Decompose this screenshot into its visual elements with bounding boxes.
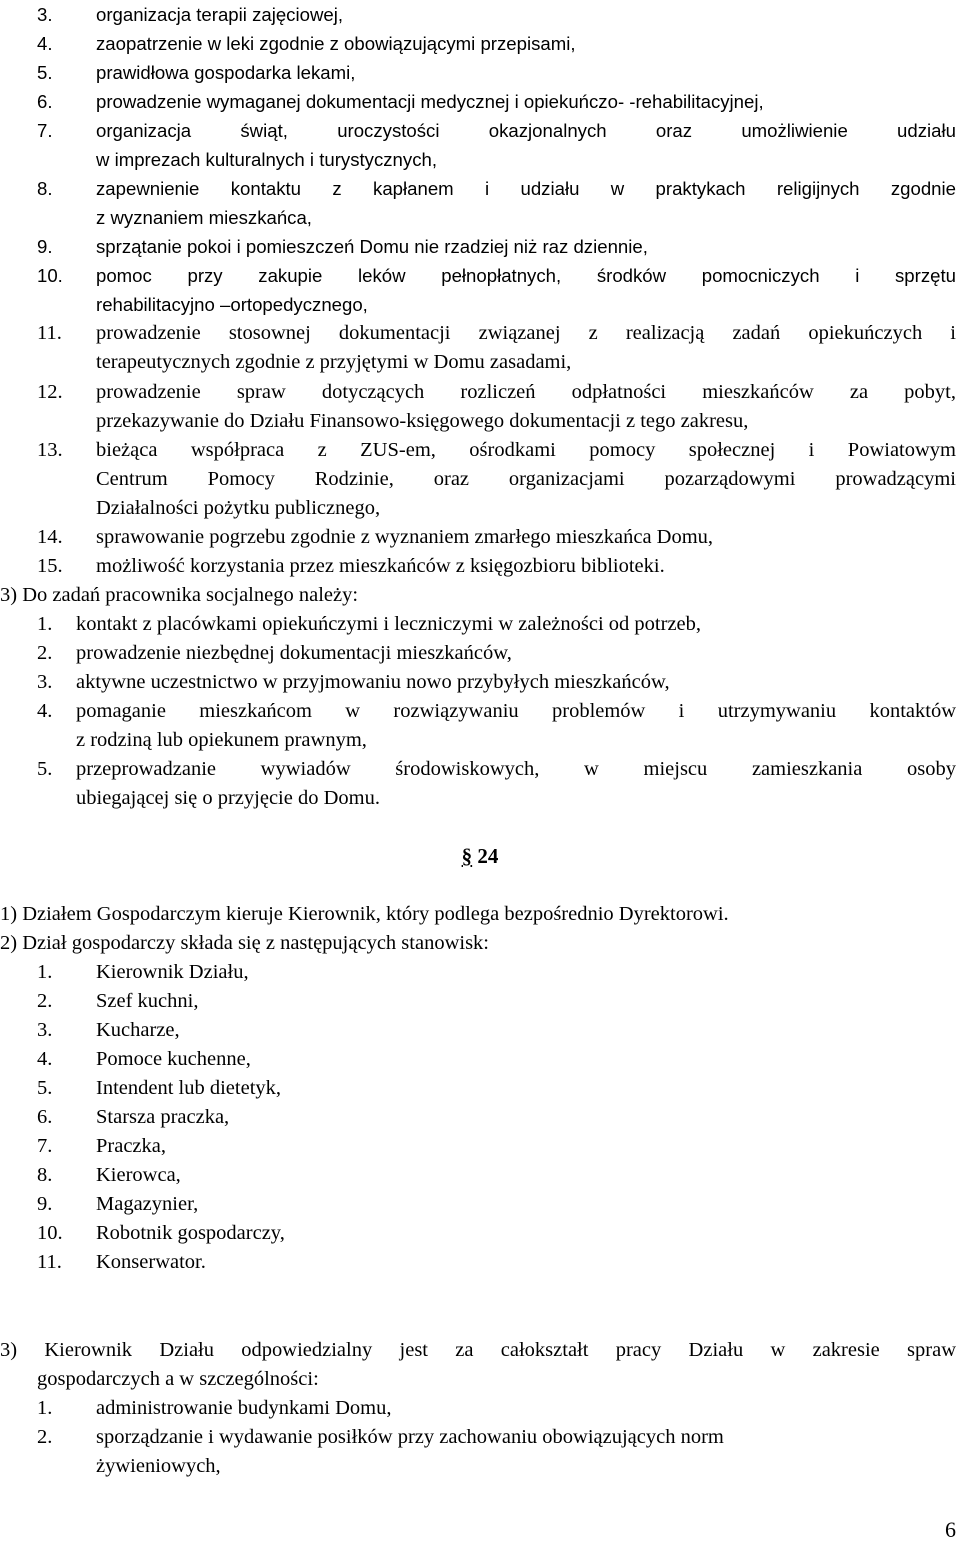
position-text: Magazynier, xyxy=(96,1193,199,1215)
list-a-text: organizacja świąt, uroczystości okazjonalnych oraz umożliwienie udziału xyxy=(96,120,956,141)
list-a-text: zaopatrzenie w leki zgodnie z obowiązującymi przepisami, xyxy=(96,33,576,54)
position-number: 1. xyxy=(37,961,53,983)
list-a-number: 6. xyxy=(37,91,53,112)
list-a-number: 5. xyxy=(37,62,53,83)
section-heading xyxy=(0,842,960,871)
list-a-text: Centrum Pomocy Rodzinie, oraz organizacjami pozarządowymi prowadzącymi xyxy=(96,468,956,490)
list-a-text: prowadzenie spraw dotyczących rozliczeń odpłatności mieszkańców za pobyt, xyxy=(96,381,956,403)
position-number: 7. xyxy=(37,1135,53,1157)
paragraph-3-line-1: 3) Kierownik Działu odpowiedzialny jest za całokształt pracy Działu w zakresie spraw xyxy=(0,1339,956,1361)
list-a-number: 13. xyxy=(37,439,63,461)
list-a-number: 11. xyxy=(37,322,62,344)
list-b-number: 1. xyxy=(37,613,53,635)
list-c-text: sporządzanie i wydawanie posiłków przy zachowaniu obowiązujących norm xyxy=(96,1426,724,1448)
list-a-number: 3. xyxy=(37,4,53,25)
position-number: 3. xyxy=(37,1019,53,1041)
position-text: Konserwator. xyxy=(96,1251,206,1273)
list-a-text: przekazywanie do Działu Finansowo-księgowego dokumentacji z tego zakresu, xyxy=(96,410,749,432)
list-a-text: prowadzenie wymaganej dokumentacji medycznej i opiekuńczo- -rehabilitacyjnej, xyxy=(96,91,764,112)
list-b-text: kontakt z placówkami opiekuńczymi i leczniczymi w zależności od potrzeb, xyxy=(76,613,702,635)
list-a-text: bieżąca współpraca z ZUS-em, ośrodkami pomocy społecznej i Powiatowym xyxy=(96,439,956,461)
list-b-text: przeprowadzanie wywiadów środowiskowych, w miejscu zamieszkania osoby xyxy=(76,758,956,780)
list-b-number: 5. xyxy=(37,758,53,780)
paragraph-2: 2) Dział gospodarczy składa się z następujących stanowisk: xyxy=(0,932,489,954)
position-number: 2. xyxy=(37,990,53,1012)
list-a-text: z wyznaniem mieszkańca, xyxy=(96,207,312,228)
list-b-text: z rodziną lub opiekunem prawnym, xyxy=(76,729,367,751)
list-a-text: pomoc przy zakupie leków pełnopłatnych, środków pomocniczych i sprzętu xyxy=(96,265,956,286)
list-a-text: w imprezach kulturalnych i turystycznych, xyxy=(96,149,437,170)
list-b-number: 2. xyxy=(37,642,53,664)
list-a-number: 7. xyxy=(37,120,53,141)
list-a-text: terapeutycznych zgodnie z przyjętymi w Domu zasadami, xyxy=(96,351,572,373)
list-a-text: organizacja terapii zajęciowej, xyxy=(96,4,344,25)
list-b-text: ubiegającej się o przyjęcie do Domu. xyxy=(76,787,380,809)
list-a-text: prawidłowa gospodarka lekami, xyxy=(96,62,356,83)
list-a-number: 12. xyxy=(37,381,63,403)
list-c-number: 2. xyxy=(37,1426,53,1448)
list-a-text: sprawowanie pogrzebu zgodnie z wyznaniem zmarłego mieszkańca Domu, xyxy=(96,526,714,548)
list-b-text: aktywne uczestnictwo w przyjmowaniu nowo przybyłych mieszkańców, xyxy=(76,671,670,693)
list-a-number: 9. xyxy=(37,236,53,257)
position-text: Praczka, xyxy=(96,1135,166,1157)
list-b-text: prowadzenie niezbędnej dokumentacji mieszkańców, xyxy=(76,642,512,664)
position-text: Kucharze, xyxy=(96,1019,180,1041)
list-a-text: zapewnienie kontaktu z kapłanem i udziału w praktykach religijnych zgodnie xyxy=(96,178,956,199)
section-symbol: § xyxy=(461,844,473,868)
section-number: 24 xyxy=(477,844,499,868)
position-number: 10. xyxy=(37,1222,63,1244)
list-a-text: sprzątanie pokoi i pomieszczeń Domu nie rzadziej niż raz dziennie, xyxy=(96,236,648,257)
list-c-number: 1. xyxy=(37,1397,53,1419)
position-number: 9. xyxy=(37,1193,53,1215)
list-a-number: 15. xyxy=(37,555,63,577)
position-text: Intendent lub dietetyk, xyxy=(96,1077,282,1099)
point-3-header: 3) Do zadań pracownika socjalnego należy: xyxy=(0,584,359,606)
list-b-number: 4. xyxy=(37,700,53,722)
position-text: Kierownik Działu, xyxy=(96,961,249,983)
list-a-number: 10. xyxy=(37,265,63,286)
list-b-text: pomaganie mieszkańcom w rozwiązywaniu problemów i utrzymywaniu kontaktów xyxy=(76,700,956,722)
list-a-number: 4. xyxy=(37,33,53,54)
position-text: Robotnik gospodarczy, xyxy=(96,1222,285,1244)
position-text: Pomoce kuchenne, xyxy=(96,1048,251,1070)
list-b-number: 3. xyxy=(37,671,53,693)
position-text: Kierowca, xyxy=(96,1164,181,1186)
page-number: 6 xyxy=(945,1517,956,1542)
list-a-number: 14. xyxy=(37,526,63,548)
list-a-text: możliwość korzystania przez mieszkańców z księgozbioru biblioteki. xyxy=(96,555,665,577)
position-number: 4. xyxy=(37,1048,53,1070)
paragraph-3-line-2: gospodarczych a w szczególności: xyxy=(37,1368,319,1390)
position-number: 5. xyxy=(37,1077,53,1099)
position-number: 6. xyxy=(37,1106,53,1128)
list-a-text: prowadzenie stosownej dokumentacji związanej z realizacją zadań opiekuńczych i xyxy=(96,322,956,344)
position-number: 8. xyxy=(37,1164,53,1186)
position-text: Szef kuchni, xyxy=(96,990,199,1012)
position-number: 11. xyxy=(37,1251,62,1273)
list-c-text: administrowanie budynkami Domu, xyxy=(96,1397,392,1419)
list-c-text: żywieniowych, xyxy=(96,1455,221,1477)
list-a-number: 8. xyxy=(37,178,53,199)
paragraph-1: 1) Działem Gospodarczym kieruje Kierownik, który podlega bezpośrednio Dyrektorowi. xyxy=(0,903,729,925)
position-text: Starsza praczka, xyxy=(96,1106,230,1128)
list-a-text: Działalności pożytku publicznego, xyxy=(96,497,381,519)
list-a-text: rehabilitacyjno –ortopedycznego, xyxy=(96,294,368,315)
